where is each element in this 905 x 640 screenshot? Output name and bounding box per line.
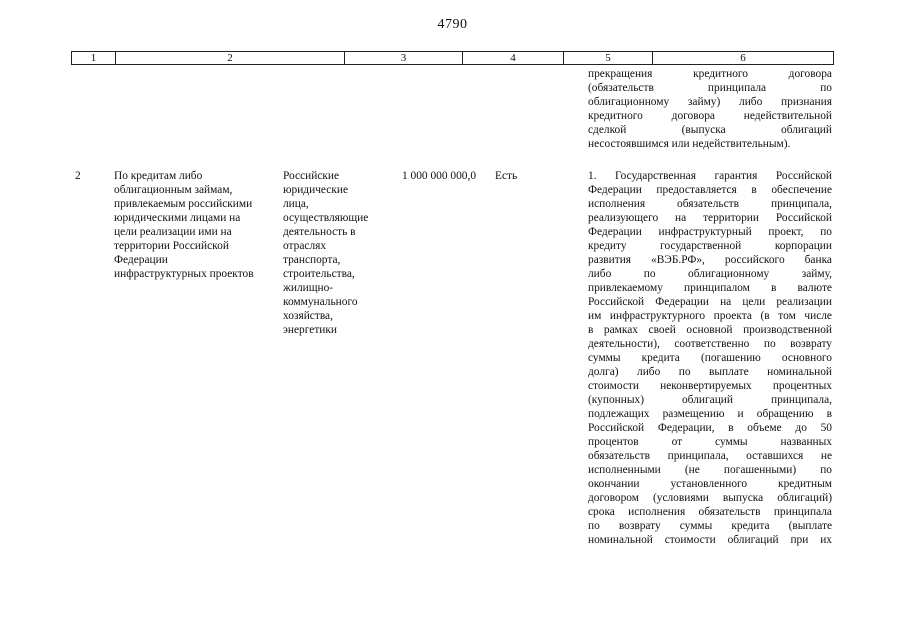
text-line: осуществляющие	[283, 212, 369, 224]
text-line: (обязательств принципала по	[588, 82, 832, 94]
row-number: 2	[75, 170, 81, 182]
text-line: обязательств принципала, оставшихся не	[588, 450, 832, 462]
guarantee-amount: 1 000 000 000,0	[402, 170, 477, 182]
text-line: (купонных) облигаций принципала,	[588, 394, 832, 406]
text-line: строительства,	[283, 268, 355, 280]
text-line: деятельности), соответственно по возврату	[588, 338, 832, 350]
text-line: кредитного договора недействительной	[588, 110, 832, 122]
text-line: развития «ВЭБ.РФ», российского банка	[588, 254, 832, 266]
text-line: привлекаемому принципалом в валюте	[588, 282, 832, 294]
text-line: прекращения кредитного договора	[588, 68, 832, 80]
text-line: лица,	[283, 198, 309, 210]
conditions-cell	[588, 169, 832, 547]
text-line: номинальной стоимости облигаций при их	[588, 534, 832, 546]
text-line: транспорта,	[283, 254, 341, 266]
header-cell-5: 5	[564, 52, 653, 64]
text-line: исполнения обязательств принципала,	[588, 198, 832, 210]
text-line: юридическими лицами на	[114, 212, 241, 224]
text-line: облигационным займам,	[114, 184, 233, 196]
text-line: 1. Государственная гарантия Российской	[588, 170, 832, 182]
text-line: коммунального	[283, 296, 358, 308]
header-cell-3: 3	[345, 52, 463, 64]
text-line: суммы кредита (погашению основного	[588, 352, 832, 364]
page-number: 4790	[437, 17, 468, 32]
text-line: несостоявшимся или недействительным).	[588, 138, 791, 150]
header-cell-1: 1	[72, 52, 116, 64]
text-line: юридические	[283, 184, 349, 196]
text-line: исполненными (не погашенными) по	[588, 464, 832, 476]
text-line: облигационному займу) либо признания	[588, 96, 832, 108]
text-line: цели реализации ими на	[114, 226, 232, 238]
text-line: территории Российской	[114, 240, 229, 252]
header-cell-2: 2	[116, 52, 345, 64]
text-line: им инфраструктурного проекта (в том числе	[588, 310, 832, 322]
text-line: реализующего на территории Российской	[588, 212, 832, 224]
text-line: привлекаемым российскими	[114, 198, 253, 210]
text-line: процентов от суммы названных	[588, 436, 832, 448]
text-line: подлежащих размещению и обращению в	[588, 408, 832, 420]
text-line: либо по облигационному займу,	[588, 268, 832, 280]
text-line: отраслях	[283, 240, 327, 252]
text-line: Федерации	[114, 254, 168, 266]
header-cell-6: 6	[740, 52, 746, 64]
text-line: Федерации предоставляется в обеспечение	[588, 184, 832, 196]
text-line: Федерации инфраструктурный проект, по	[588, 226, 832, 238]
continuation-text	[588, 67, 832, 151]
text-line: деятельность в	[283, 226, 356, 238]
text-line: жилищно-	[283, 282, 334, 294]
loan-type-cell	[114, 169, 277, 281]
text-line: окончании установленного кредитным	[588, 478, 832, 490]
text-line: кредиту государственной корпорации	[588, 240, 832, 252]
text-line: хозяйства,	[283, 310, 333, 322]
text-line: По кредитам либо	[114, 170, 203, 182]
text-line: инфраструктурных проектов	[114, 268, 254, 280]
table-header-row	[71, 51, 834, 65]
text-line: Российской Федерации, в объеме до 50	[588, 422, 832, 434]
header-cell-4: 4	[463, 52, 564, 64]
text-line: Российские	[283, 170, 340, 182]
text-line: энергетики	[283, 324, 338, 336]
text-line: в рамках своей основной производственной	[588, 324, 832, 336]
text-line: сделкой (выпуска облигаций	[588, 124, 832, 136]
principal-category-cell	[283, 169, 398, 337]
text-line: договором (условиями выпуска облигаций)	[588, 492, 832, 504]
text-line: по возврату суммы кредита (выплате	[588, 520, 832, 532]
text-line: срока исполнения обязательств принципала	[588, 506, 832, 518]
text-line: долга) либо по выплате номинальной	[588, 366, 832, 378]
recourse-status: Есть	[495, 170, 518, 182]
text-line: Российской Федерации на цели реализации	[588, 296, 832, 308]
text-line: стоимости неконвертируемых процентных	[588, 380, 832, 392]
